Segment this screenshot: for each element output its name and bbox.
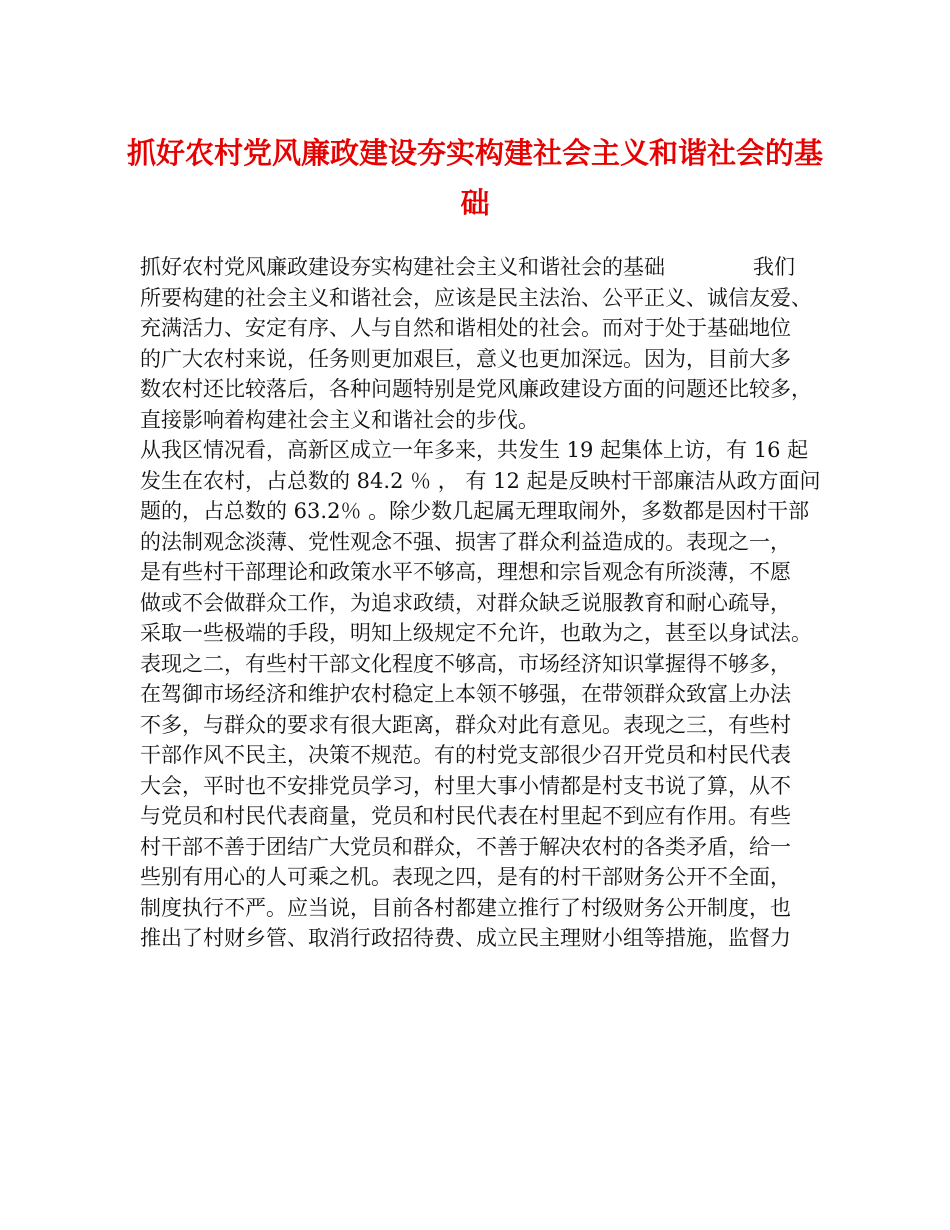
text-line: 充满活力、安定有序、人与自然和谐相处的社会。而对于处于基础地位 xyxy=(140,316,791,340)
text-line: 大会，平时也不安排党员学习，村里大事小情都是村支书说了算，从不 xyxy=(140,773,791,798)
text-line: 做或不会做群众工作，为追求政绩，对群众缺乏说服教育和耐心疏导， xyxy=(140,590,791,615)
text-line: 不多，与群众的要求有很大距离，群众对此有意见。表现之三，有些村 xyxy=(140,712,791,737)
document-title: 抓好农村党风廉政建设夯实构建社会主义和谐社会的基础 xyxy=(126,136,823,220)
text-line: 推出了村财乡管、取消行政招待费、成立民主理财小组等措施，监督力 xyxy=(140,926,791,950)
text-line: 发生在农村，占总数的 84.2 ％ ， 有 12 起是反映村干部廉洁从政方面问 xyxy=(140,468,821,493)
text-line: 的法制观念淡薄、党性观念不强、损害了群众利益造成的。表现之一， xyxy=(140,529,791,554)
paragraph-1-lead-tail: 我们 xyxy=(753,255,795,279)
text-line: 所要构建的社会主义和谐社会，应该是民主法治、公平正义、诚信友爱、 xyxy=(140,285,812,310)
text-line: 采取一些极端的手段，明知上级规定不允许，也敢为之，甚至以身试法。 xyxy=(140,621,812,645)
text-line: 干部作风不民主，决策不规范。有的村党支部很少召开党员和村民代表 xyxy=(140,743,791,767)
document-body xyxy=(140,252,840,954)
text-line: 是有些村干部理论和政策水平不够高，理想和宗旨观念有所淡薄，不愿 xyxy=(140,560,791,584)
text-line: 题的，占总数的 63.2％ 。除少数几起属无理取闹外，多数都是因村干部 xyxy=(140,499,810,523)
text-line: 在驾御市场经济和维护农村稳定上本领不够强，在带领群众致富上办法 xyxy=(140,682,791,706)
text-line: 的广大农村来说，任务则更加艰巨，意义也更加深远。因为，目前大多 xyxy=(140,346,791,371)
text-line: 数农村还比较落后，各种问题特别是党风廉政建设方面的问题还比较多， xyxy=(140,377,812,401)
text-line: 制度执行不严。应当说，目前各村都建立推行了村级财务公开制度，也 xyxy=(140,895,791,920)
text-line: 直接影响着构建社会主义和谐社会的步伐。 xyxy=(140,407,539,432)
paragraph-1-lead-line xyxy=(140,252,840,283)
text-line: 从我区情况看，高新区成立一年多来，共发生 19 起集体上访，有 16 起 xyxy=(140,438,809,462)
text-line: 与党员和村民代表商量，党员和村民代表在村里起不到应有作用。有些 xyxy=(140,804,791,828)
paragraph-1-lead: 抓好农村党风廉政建设夯实构建社会主义和谐社会的基础 xyxy=(140,255,665,279)
text-line: 表现之二，有些村干部文化程度不够高，市场经济知识掌握得不够多， xyxy=(140,651,791,676)
text-line: 些别有用心的人可乘之机。表现之四，是有的村干部财务公开不全面， xyxy=(140,865,791,889)
text-line: 村干部不善于团结广大党员和群众，不善于解决农村的各类矛盾，给一 xyxy=(140,834,791,859)
